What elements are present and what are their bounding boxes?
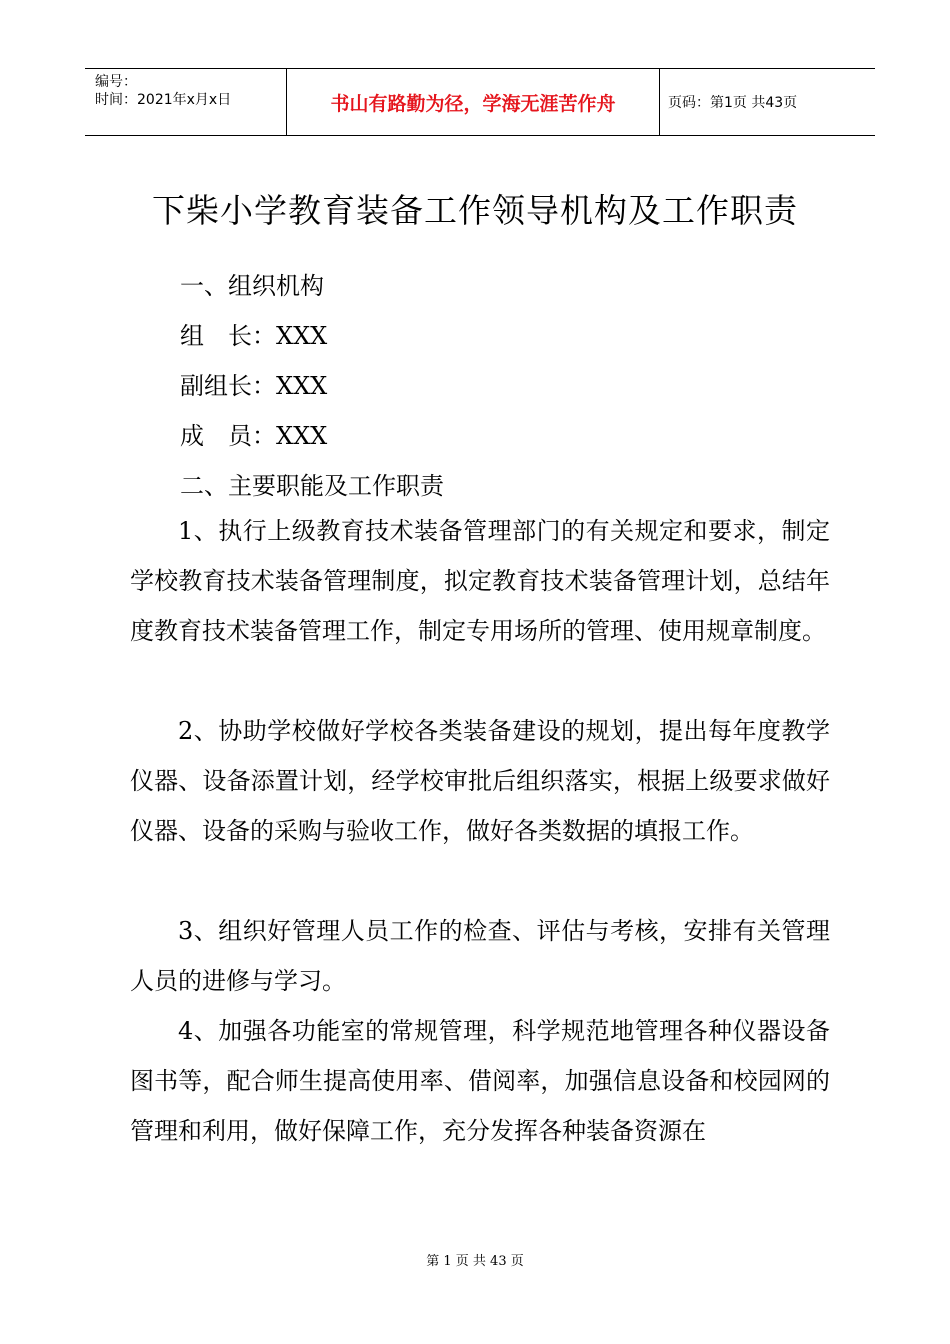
duty-item-3 <box>130 906 830 1006</box>
number-label: 编号： <box>95 74 137 90</box>
header-page-cell <box>660 69 875 135</box>
header-motto: 书山有路勤为径，学海无涯苦作舟 <box>330 92 616 115</box>
duty-item-text: 3、组织好管理人员工作的检查、评估与考核，安排有关管理人员的进修与学习。 <box>130 917 830 995</box>
duty-item-text: 4、加强各功能室的常规管理，科学规范地管理各种仪器设备图书等，配合师生提高使用率、借阅率，加强信息设备和校园网的管理和利用，做好保障工作，充分发挥各种装备资源在 <box>130 1017 830 1145</box>
header-meta <box>85 69 286 135</box>
members-line: 成 员：XXX <box>180 422 328 450</box>
duty-item-1 <box>130 506 830 656</box>
vice-leader-line: 副组长：XXX <box>180 372 328 400</box>
page-label: 页码：第1页 共43页 <box>668 95 798 111</box>
duty-item-4 <box>130 1006 830 1156</box>
leader-line: 组 长：XXX <box>180 322 328 350</box>
page-footer: 第 1 页 共 43 页 <box>426 1254 524 1269</box>
section1-heading: 一、组织机构 <box>180 272 324 300</box>
duty-item-text: 2、协助学校做好学校各类装备建设的规划，提出每年度教学仪器、设备添置计划，经学校审批后组织落实，根据上级要求做好仪器、设备的采购与验收工作，做好各类数据的填报工作。 <box>130 717 830 845</box>
section2-heading: 二、主要职能及工作职责 <box>180 472 444 500</box>
page-header <box>85 68 875 136</box>
time-label: 时间：2021年x月x日 <box>95 92 232 108</box>
duty-item-text: 1、执行上级教育技术装备管理部门的有关规定和要求，制定学校教育技术装备管理制度，拟定教育技术装备管理计划，总结年度教育技术装备管理工作，制定专用场所的管理、使用规章制度。 <box>130 517 830 645</box>
header-motto-cell <box>286 69 660 135</box>
document-title: 下柴小学教育装备工作领导机构及工作职责 <box>152 191 798 230</box>
duty-item-2 <box>130 706 830 856</box>
